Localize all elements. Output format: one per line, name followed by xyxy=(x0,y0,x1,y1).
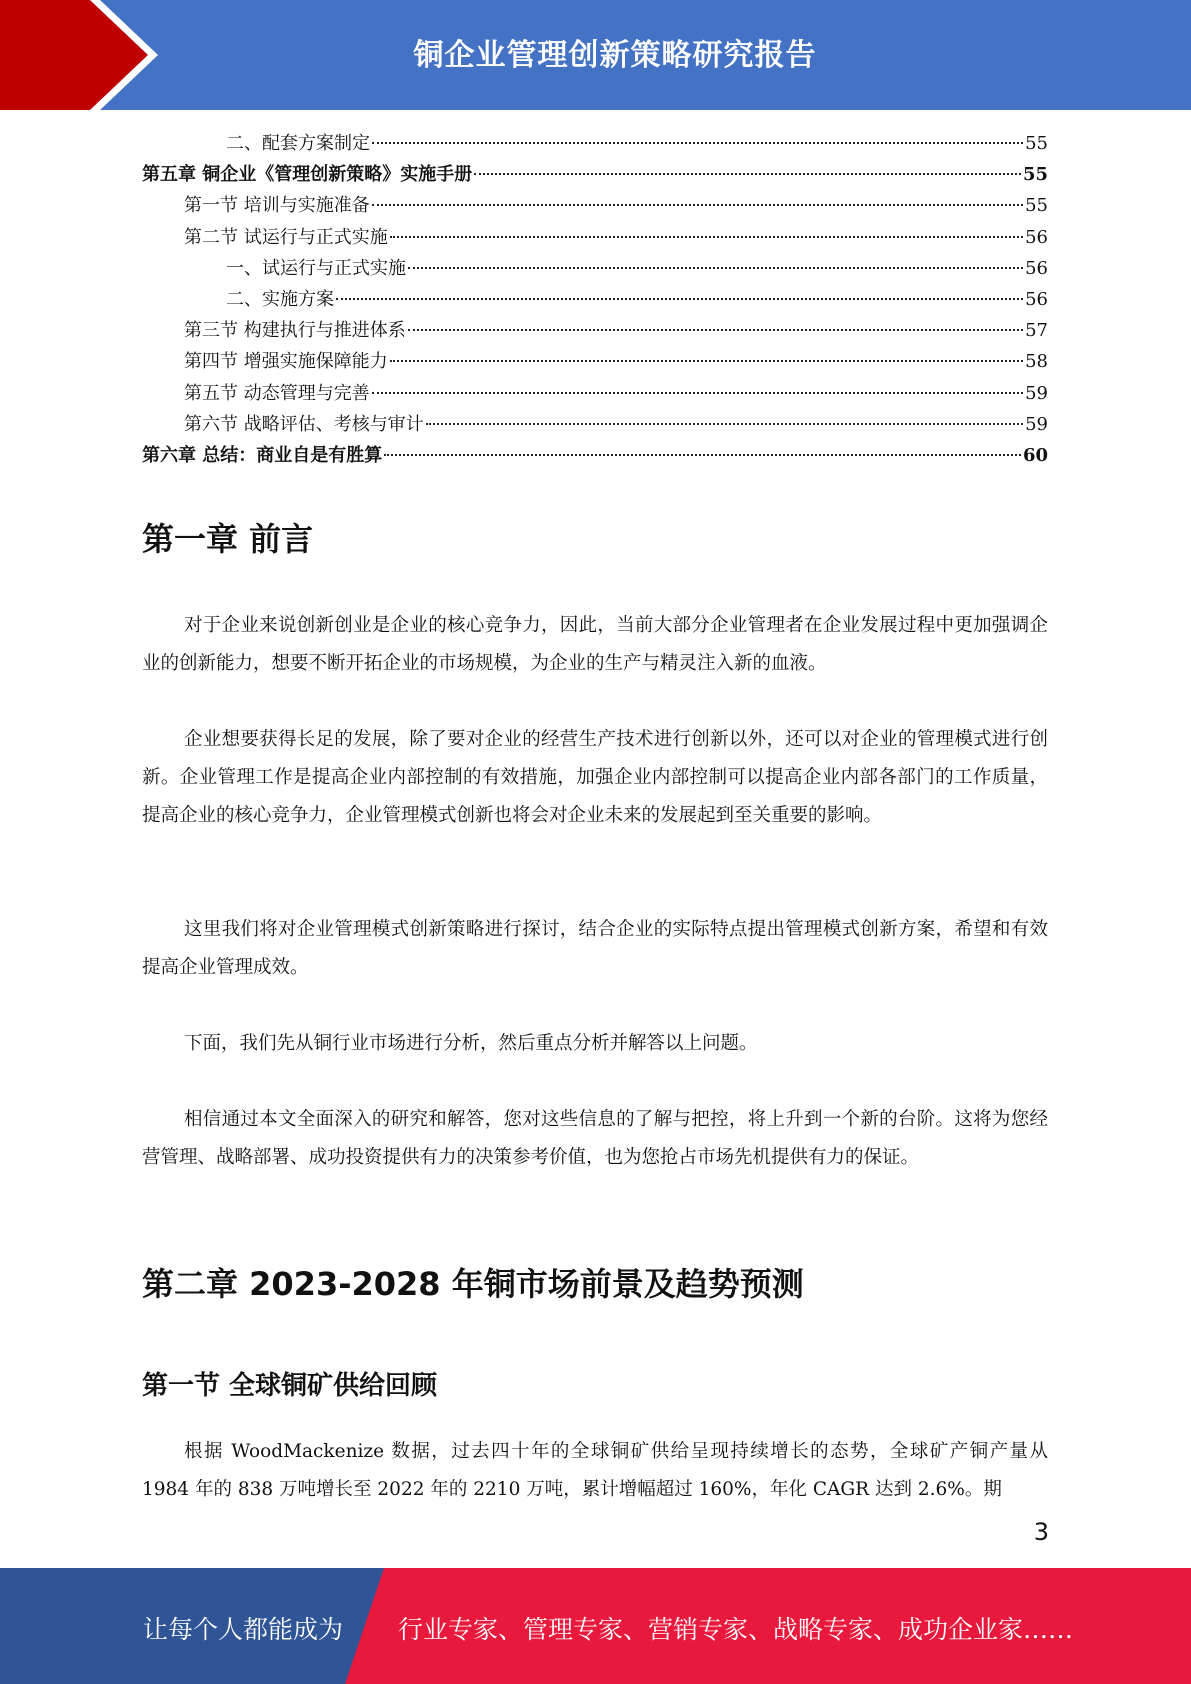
toc-entry-label: 一、试运行与正式实施 xyxy=(226,257,406,279)
toc-entry[interactable] xyxy=(142,159,1048,190)
toc-entry-page: 59 xyxy=(1025,382,1048,404)
chapter-2-heading: 第二章 2023-2028 年铜市场前景及趋势预测 xyxy=(142,1265,804,1303)
toc-entry-label: 第二节 试运行与正式实施 xyxy=(184,226,388,248)
toc-dot-leader xyxy=(336,298,1023,300)
toc-dot-leader xyxy=(384,454,1021,456)
toc-dot-leader xyxy=(390,360,1023,362)
toc-entry-page: 59 xyxy=(1025,413,1048,435)
toc-entry-page: 56 xyxy=(1025,226,1048,248)
chapter-1-paragraph-1: 对于企业来说创新创业是企业的核心竞争力，因此，当前大部分企业管理者在企业发展过程中更加强调企业的创新能力，想要不断开拓企业的市场规模，为企业的生产与精灵注入新的血液。 xyxy=(142,615,1048,674)
toc-entry-page: 55 xyxy=(1025,133,1048,154)
footer-slogan-right: 行业专家、管理专家、营销专家、战略专家、成功企业家…… xyxy=(398,1615,1074,1644)
toc-entry-page: 57 xyxy=(1025,320,1048,342)
toc-entry[interactable] xyxy=(142,315,1048,346)
toc-entry[interactable] xyxy=(142,190,1048,221)
toc-dot-leader xyxy=(408,267,1023,269)
toc-entry-page: 56 xyxy=(1025,288,1048,310)
toc-entry-label: 第一节 培训与实施准备 xyxy=(184,195,370,217)
toc-entry-label: 第三节 构建执行与推进体系 xyxy=(184,320,406,342)
toc-entry-label: 第六节 战略评估、考核与审计 xyxy=(184,413,424,435)
chapter-1-paragraph-4: 下面，我们先从铜行业市场进行分析，然后重点分析并解答以上问题。 xyxy=(184,1033,758,1054)
toc-entry[interactable] xyxy=(142,440,1048,471)
toc-entry[interactable] xyxy=(142,284,1048,315)
report-title: 铜企业管理创新策略研究报告 xyxy=(413,38,817,73)
toc-entry[interactable] xyxy=(142,346,1048,377)
section-1-paragraph: 根据 WoodMackenize 数据，过去四十年的全球铜矿供给呈现持续增长的态势，全球矿产铜产量从 1984 年的 838 万吨增长至 2022 年的 2210 万吨，累计增幅超过 160%，年化 CAGR 达到 2.6%。期 xyxy=(142,1441,1048,1500)
toc-entry-label: 二、配套方案制定 xyxy=(226,133,370,154)
page-footer xyxy=(0,1568,1191,1684)
chapter-1-heading: 第一章 前言 xyxy=(142,520,314,558)
footer-slogan-left: 让每个人都能成为 xyxy=(143,1615,344,1644)
toc-entry-label: 二、实施方案 xyxy=(226,288,334,310)
toc-entry[interactable] xyxy=(142,222,1048,253)
toc-dot-leader xyxy=(426,423,1023,425)
chapter-1-paragraph-5: 相信通过本文全面深入的研究和解答，您对这些信息的了解与把控，将上升到一个新的台阶。这将为您经营管理、战略部署、成功投资提供有力的决策参考价值，也为您抢占市场先机提供有力的保证。 xyxy=(142,1109,1048,1168)
toc-entry[interactable] xyxy=(142,409,1048,440)
toc-entry[interactable] xyxy=(142,253,1048,284)
toc-dot-leader xyxy=(372,204,1023,206)
toc-entry-page: 55 xyxy=(1025,195,1048,217)
toc-dot-leader xyxy=(372,142,1023,144)
toc-entry-page: 56 xyxy=(1025,257,1048,279)
toc-entry[interactable] xyxy=(142,128,1048,159)
section-1-heading: 第一节 全球铜矿供给回顾 xyxy=(142,1371,438,1401)
toc-entry-label: 第五节 动态管理与完善 xyxy=(184,382,370,404)
toc-dot-leader xyxy=(390,236,1023,238)
toc-entry[interactable] xyxy=(142,378,1048,409)
toc-entry-page: 60 xyxy=(1022,444,1048,466)
toc-entry-label: 第六章 总结：商业自是有胜算 xyxy=(142,444,383,466)
toc-entry-label: 第五章 铜企业《管理创新策略》实施手册 xyxy=(142,164,473,186)
page-header xyxy=(0,0,1191,110)
toc-dot-leader xyxy=(408,329,1023,331)
toc-entry-page: 58 xyxy=(1025,351,1048,373)
table-of-contents xyxy=(142,128,1048,471)
toc-dot-leader xyxy=(474,173,1021,175)
chapter-1-paragraph-3: 这里我们将对企业管理模式创新策略进行探讨，结合企业的实际特点提出管理模式创新方案，希望和有效提高企业管理成效。 xyxy=(142,919,1048,978)
toc-entry-label: 第四节 增强实施保障能力 xyxy=(184,351,388,373)
chapter-1-paragraph-2: 企业想要获得长足的发展，除了要对企业的经营生产技术进行创新以外，还可以对企业的管理模式进行创新。企业管理工作是提高企业内部控制的有效措施，加强企业内部控制可以提高企业内部各部门的工作质量，提高企业的核心竞争力，企业管理模式创新也将会对企业未来的发展起到至关重要的影响。 xyxy=(142,729,1048,826)
toc-entry-page: 55 xyxy=(1022,164,1048,186)
page-number: 3 xyxy=(1033,1518,1049,1546)
toc-dot-leader xyxy=(372,392,1023,394)
